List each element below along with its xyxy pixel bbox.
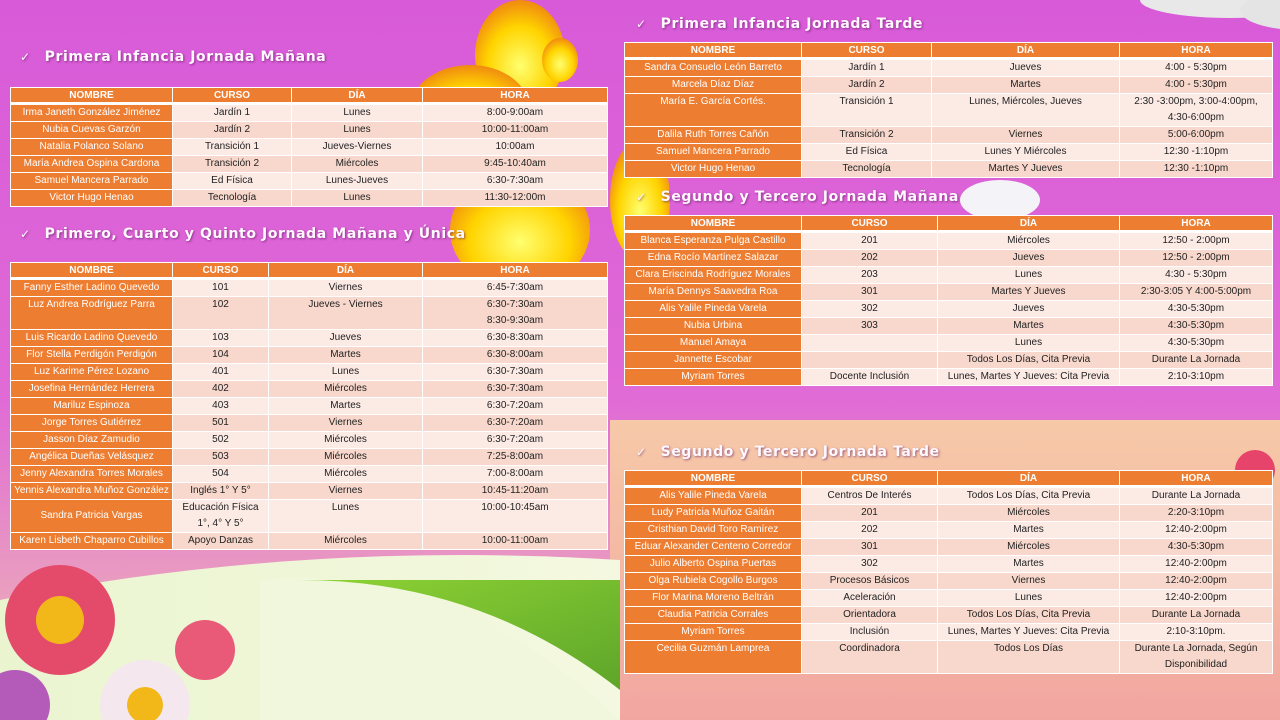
cell-curso: 101	[173, 279, 269, 297]
section-title-primera-infancia-manana: ✓ Primera Infancia Jornada Mañana	[20, 49, 327, 65]
cell-curso: 403	[173, 398, 269, 415]
cell-curso: 202	[802, 522, 938, 539]
cell-nombre: Fanny Esther Ladino Quevedo	[11, 279, 173, 297]
cell-curso: Transición 2	[173, 156, 292, 173]
cell-curso: 201	[802, 505, 938, 522]
cell-hora: 4:30-5:30pm	[1120, 335, 1273, 352]
table-row	[625, 250, 1273, 267]
col-header-nombre: NOMBRE	[625, 216, 802, 232]
col-header-nombre: NOMBRE	[11, 263, 173, 279]
cell-nombre: Nubia Cuevas Garzón	[11, 122, 173, 139]
cell-hora: Durante La Jornada	[1120, 352, 1273, 369]
cell-dia: Martes	[932, 77, 1120, 94]
cell-hora: 12:40-2:00pm	[1120, 573, 1273, 590]
table-header-row	[625, 43, 1273, 59]
cell-nombre: Nubia Urbina	[625, 318, 802, 335]
cell-hora: 6:30-7:30am	[423, 364, 608, 381]
table-row	[625, 590, 1273, 607]
cell-nombre: Karen Lisbeth Chaparro Cubillos	[11, 533, 173, 550]
cell-nombre: Victor Hugo Henao	[625, 161, 802, 178]
cell-curso: 303	[802, 318, 938, 335]
cell-curso: 201	[802, 232, 938, 250]
cell-dia: Miércoles	[269, 449, 423, 466]
cell-dia: Miércoles	[269, 381, 423, 398]
cell-dia: Jueves - Viernes	[269, 297, 423, 330]
cell-nombre: Luz Andrea Rodríguez Parra	[11, 297, 173, 330]
cell-dia: Lunes	[292, 190, 423, 207]
cell-dia: Jueves	[938, 250, 1120, 267]
cell-curso: 503	[173, 449, 269, 466]
cell-curso: Educación Física 1°, 4° Y 5°	[173, 500, 269, 533]
cell-hora: 2:30 -3:00pm, 3:00-4:00pm, 4:30-6:00pm	[1120, 94, 1273, 127]
cell-curso: 202	[802, 250, 938, 267]
cell-nombre: Yennis Alexandra Muñoz González	[11, 483, 173, 500]
col-header-curso: CURSO	[173, 263, 269, 279]
cell-curso: 301	[802, 539, 938, 556]
col-header-dia: DÍA	[292, 88, 423, 104]
cell-nombre: Cecilia Guzmán Lamprea	[625, 641, 802, 674]
cell-dia: Martes	[938, 318, 1120, 335]
table-row	[625, 301, 1273, 318]
cell-dia: Martes	[269, 398, 423, 415]
cell-dia: Viernes	[269, 415, 423, 432]
table-row	[625, 161, 1273, 178]
table-row	[625, 232, 1273, 250]
checkmark-icon: ✓	[20, 50, 31, 64]
cell-nombre: María E. García Cortés.	[625, 94, 802, 127]
checkmark-icon: ✓	[636, 445, 647, 459]
checkmark-icon: ✓	[636, 17, 647, 31]
cell-curso: 501	[173, 415, 269, 432]
cell-nombre: Cristhian David Toro Ramírez	[625, 522, 802, 539]
cell-dia: Viernes	[938, 573, 1120, 590]
cell-curso: Tecnología	[173, 190, 292, 207]
cell-curso: Transición 2	[802, 127, 932, 144]
cell-dia: Martes	[938, 522, 1120, 539]
table-primera-infancia-tarde	[624, 42, 1273, 178]
col-header-dia: DÍA	[932, 43, 1120, 59]
col-header-hora: HORA	[423, 88, 608, 104]
cell-hora: 6:30-7:30am	[423, 381, 608, 398]
table-row	[11, 156, 608, 173]
cell-dia: Lunes	[292, 104, 423, 122]
table-row	[625, 607, 1273, 624]
cell-curso: Ed Física	[802, 144, 932, 161]
section-title-primero-cuarto-quinto: ✓ Primero, Cuarto y Quinto Jornada Mañana y Única	[20, 226, 466, 242]
cell-hora: 12:30 -1:10pm	[1120, 144, 1273, 161]
table-row	[11, 330, 608, 347]
cell-hora: Durante La Jornada	[1120, 607, 1273, 624]
cell-nombre: Edna Rocío Martínez Salazar	[625, 250, 802, 267]
cell-curso: 302	[802, 556, 938, 573]
table-header-row	[625, 216, 1273, 232]
cell-hora: 4:30-5:30pm	[1120, 539, 1273, 556]
cell-hora: 4:30-5:30pm	[1120, 301, 1273, 318]
col-header-dia: DÍA	[938, 471, 1120, 487]
cell-curso: Transición 1	[173, 139, 292, 156]
col-header-curso: CURSO	[802, 216, 938, 232]
cell-curso: 103	[173, 330, 269, 347]
cell-nombre: Claudia Patricia Corrales	[625, 607, 802, 624]
col-header-nombre: NOMBRE	[11, 88, 173, 104]
cell-dia: Jueves-Viernes	[292, 139, 423, 156]
table-row	[625, 318, 1273, 335]
table-row	[11, 415, 608, 432]
cell-curso: Inclusión	[802, 624, 938, 641]
cell-dia: Miércoles	[292, 156, 423, 173]
cell-hora: 2:30-3:05 Y 4:00-5:00pm	[1120, 284, 1273, 301]
cell-dia: Jueves	[938, 301, 1120, 318]
cell-hora: 5:00-6:00pm	[1120, 127, 1273, 144]
table-row	[11, 104, 608, 122]
cell-hora: 4:00 - 5:30pm	[1120, 77, 1273, 94]
table-row	[625, 94, 1273, 127]
cell-hora: 12:40-2:00pm	[1120, 590, 1273, 607]
cell-hora: 10:45-11:20am	[423, 483, 608, 500]
table-row	[11, 173, 608, 190]
table-row	[625, 522, 1273, 539]
cell-nombre: Clara Eriscinda Rodríguez Morales	[625, 267, 802, 284]
cell-curso: 102	[173, 297, 269, 330]
cell-dia: Lunes	[938, 590, 1120, 607]
cell-hora: 7:25-8:00am	[423, 449, 608, 466]
cell-nombre: Natalia Polanco Solano	[11, 139, 173, 156]
cell-nombre: Victor Hugo Henao	[11, 190, 173, 207]
cell-dia: Martes Y Jueves	[932, 161, 1120, 178]
cell-hora: 12:50 - 2:00pm	[1120, 232, 1273, 250]
table-row	[625, 127, 1273, 144]
cell-nombre: Blanca Esperanza Pulga Castillo	[625, 232, 802, 250]
col-header-dia: DÍA	[269, 263, 423, 279]
cell-nombre: Manuel Amaya	[625, 335, 802, 352]
cell-nombre: Josefina Hernández Herrera	[11, 381, 173, 398]
cell-nombre: Ludy Patricia Muñoz Gaitán	[625, 505, 802, 522]
cell-hora: 10:00-11:00am	[423, 122, 608, 139]
table-row	[11, 483, 608, 500]
cell-hora: 2:10-3:10pm	[1120, 369, 1273, 386]
cell-dia: Todos Los Días, Cita Previa	[938, 487, 1120, 505]
table-row	[11, 381, 608, 398]
cell-hora: 2:20-3:10pm	[1120, 505, 1273, 522]
cell-dia: Miércoles	[938, 505, 1120, 522]
cell-nombre: Flor Marina Moreno Beltrán	[625, 590, 802, 607]
cell-dia: Miércoles	[938, 232, 1120, 250]
table-segundo-tercero-tarde	[624, 470, 1273, 674]
cell-hora: 11:30-12:00m	[423, 190, 608, 207]
cell-nombre: Luis Ricardo Ladino Quevedo	[11, 330, 173, 347]
cell-nombre: Myriam Torres	[625, 369, 802, 386]
cell-curso: Jardín 2	[173, 122, 292, 139]
col-header-nombre: NOMBRE	[625, 43, 802, 59]
cell-curso: Centros De Interés	[802, 487, 938, 505]
cell-nombre: Marcela Díaz Díaz	[625, 77, 802, 94]
col-header-hora: HORA	[423, 263, 608, 279]
table-row	[625, 369, 1273, 386]
table-row	[625, 573, 1273, 590]
cell-hora: 4:00 - 5:30pm	[1120, 59, 1273, 77]
table-row	[11, 533, 608, 550]
cell-curso: Jardín 2	[802, 77, 932, 94]
table-row	[11, 190, 608, 207]
cell-nombre: Olga Rubiela Cogollo Burgos	[625, 573, 802, 590]
section-title-segundo-tercero-manana: ✓ Segundo y Tercero Jornada Mañana	[636, 189, 959, 205]
cell-nombre: Jannette Escobar	[625, 352, 802, 369]
table-row	[625, 352, 1273, 369]
cell-hora: 6:30-7:20am	[423, 432, 608, 449]
cell-dia: Todos Los Días, Cita Previa	[938, 607, 1120, 624]
cell-curso: 502	[173, 432, 269, 449]
cell-hora: 6:30-8:00am	[423, 347, 608, 364]
table-segundo-tercero-manana	[624, 215, 1273, 386]
cell-curso: Transición 1	[802, 94, 932, 127]
cell-curso: Apoyo Danzas	[173, 533, 269, 550]
cell-nombre: Julio Alberto Ospina Puertas	[625, 556, 802, 573]
table-header-row	[625, 471, 1273, 487]
table-row	[625, 267, 1273, 284]
cell-dia: Lunes Y Miércoles	[932, 144, 1120, 161]
cell-hora: 7:00-8:00am	[423, 466, 608, 483]
table-row	[625, 144, 1273, 161]
cell-curso: Aceleración	[802, 590, 938, 607]
col-header-curso: CURSO	[173, 88, 292, 104]
cell-hora: 6:30-8:30am	[423, 330, 608, 347]
cell-hora: 10:00-10:45am	[423, 500, 608, 533]
cell-dia: Lunes	[938, 335, 1120, 352]
cell-curso: Docente Inclusión	[802, 369, 938, 386]
cell-hora: 10:00-11:00am	[423, 533, 608, 550]
cell-dia: Martes Y Jueves	[938, 284, 1120, 301]
table-row	[11, 398, 608, 415]
table-row	[625, 641, 1273, 674]
cell-nombre: Flor Stella Perdigón Perdigón	[11, 347, 173, 364]
cell-nombre: Mariluz Espinoza	[11, 398, 173, 415]
cell-hora: 8:00-9:00am	[423, 104, 608, 122]
cell-nombre: Sandra Patricia Vargas	[11, 500, 173, 533]
table-row	[625, 77, 1273, 94]
table-row	[11, 122, 608, 139]
cell-curso: 104	[173, 347, 269, 364]
table-row	[625, 59, 1273, 77]
cell-nombre: Sandra Consuelo León Barreto	[625, 59, 802, 77]
table-primera-infancia-manana	[10, 87, 608, 207]
cell-dia: Miércoles	[269, 533, 423, 550]
cell-dia: Martes	[938, 556, 1120, 573]
table-row	[11, 432, 608, 449]
cell-dia: Lunes	[269, 500, 423, 533]
cell-curso: 302	[802, 301, 938, 318]
cell-hora: 6:30-7:20am	[423, 398, 608, 415]
col-header-hora: HORA	[1120, 471, 1273, 487]
checkmark-icon: ✓	[20, 227, 31, 241]
table-row	[11, 347, 608, 364]
cell-hora: 4:30 - 5:30pm	[1120, 267, 1273, 284]
table-row	[625, 487, 1273, 505]
cell-dia: Miércoles	[269, 466, 423, 483]
cell-hora: 2:10-3:10pm.	[1120, 624, 1273, 641]
table-row	[11, 364, 608, 381]
cell-curso: Procesos Básicos	[802, 573, 938, 590]
cell-curso: Tecnología	[802, 161, 932, 178]
cell-curso: Coordinadora	[802, 641, 938, 674]
cell-nombre: Eduar Alexander Centeno Corredor	[625, 539, 802, 556]
cell-nombre: Jorge Torres Gutiérrez	[11, 415, 173, 432]
table-row	[625, 556, 1273, 573]
cell-hora: 4:30-5:30pm	[1120, 318, 1273, 335]
cell-curso	[802, 352, 938, 369]
cell-nombre: Angélica Dueñas Velásquez	[11, 449, 173, 466]
table-row	[11, 500, 608, 533]
section-title-segundo-tercero-tarde: ✓ Segundo y Tercero Jornada Tarde	[636, 444, 940, 460]
cell-curso: Ed Física	[173, 173, 292, 190]
cell-hora: 12:40-2:00pm	[1120, 522, 1273, 539]
section-title-primera-infancia-tarde: ✓ Primera Infancia Jornada Tarde	[636, 16, 924, 32]
cell-hora: Durante La Jornada	[1120, 487, 1273, 505]
cell-hora: 12:50 - 2:00pm	[1120, 250, 1273, 267]
cell-dia: Miércoles	[938, 539, 1120, 556]
cell-nombre: María Andrea Ospina Cardona	[11, 156, 173, 173]
table-row	[625, 624, 1273, 641]
checkmark-icon: ✓	[636, 190, 647, 204]
cell-curso: Jardín 1	[173, 104, 292, 122]
cell-curso: 402	[173, 381, 269, 398]
cell-curso: 203	[802, 267, 938, 284]
table-row	[11, 466, 608, 483]
cell-dia: Jueves	[932, 59, 1120, 77]
cell-nombre: Samuel Mancera Parrado	[11, 173, 173, 190]
table-header-row	[11, 88, 608, 104]
cell-hora: 6:45-7:30am	[423, 279, 608, 297]
cell-dia: Lunes, Miércoles, Jueves	[932, 94, 1120, 127]
cell-hora: 6:30-7:20am	[423, 415, 608, 432]
cell-dia: Jueves	[269, 330, 423, 347]
cell-hora: 6:30-7:30am	[423, 173, 608, 190]
cell-dia: Lunes, Martes Y Jueves: Cita Previa	[938, 369, 1120, 386]
cell-curso: Inglés 1° Y 5°	[173, 483, 269, 500]
table-row	[625, 284, 1273, 301]
cell-dia: Martes	[269, 347, 423, 364]
table-row	[11, 139, 608, 156]
table-primero-cuarto-quinto	[10, 262, 608, 550]
cell-nombre: Jenny Alexandra Torres Morales	[11, 466, 173, 483]
col-header-curso: CURSO	[802, 471, 938, 487]
table-row	[625, 335, 1273, 352]
table-row	[11, 297, 608, 330]
cell-dia: Lunes	[938, 267, 1120, 284]
cell-dia: Todos Los Días	[938, 641, 1120, 674]
cell-dia: Viernes	[932, 127, 1120, 144]
cell-dia: Lunes, Martes Y Jueves: Cita Previa	[938, 624, 1120, 641]
cell-hora: 6:30-7:30am 8:30-9:30am	[423, 297, 608, 330]
cell-hora: Durante La Jornada, Según Disponibilidad	[1120, 641, 1273, 674]
cell-dia: Viernes	[269, 279, 423, 297]
table-row	[11, 449, 608, 466]
col-header-hora: HORA	[1120, 43, 1273, 59]
cell-dia: Lunes	[269, 364, 423, 381]
cell-dia: Viernes	[269, 483, 423, 500]
cell-curso: Orientadora	[802, 607, 938, 624]
cell-curso: Jardín 1	[802, 59, 932, 77]
col-header-dia: DÍA	[938, 216, 1120, 232]
cell-hora: 12:30 -1:10pm	[1120, 161, 1273, 178]
cell-hora: 12:40-2:00pm	[1120, 556, 1273, 573]
col-header-curso: CURSO	[802, 43, 932, 59]
cell-nombre: Jasson Díaz Zamudio	[11, 432, 173, 449]
table-row	[625, 539, 1273, 556]
table-header-row	[11, 263, 608, 279]
table-row	[11, 279, 608, 297]
cell-nombre: María Dennys Saavedra Roa	[625, 284, 802, 301]
cell-nombre: Luz Karime Pérez Lozano	[11, 364, 173, 381]
cell-nombre: Myriam Torres	[625, 624, 802, 641]
cell-nombre: Alis Yalile Pineda Varela	[625, 487, 802, 505]
cell-hora: 9:45-10:40am	[423, 156, 608, 173]
cell-nombre: Samuel Mancera Parrado	[625, 144, 802, 161]
cell-nombre: Irma Janeth González Jiménez	[11, 104, 173, 122]
cell-hora: 10:00am	[423, 139, 608, 156]
cell-curso: 401	[173, 364, 269, 381]
cell-dia: Todos Los Días, Cita Previa	[938, 352, 1120, 369]
col-header-nombre: NOMBRE	[625, 471, 802, 487]
cell-curso: 301	[802, 284, 938, 301]
table-row	[625, 505, 1273, 522]
cell-nombre: Alis Yalile Pineda Varela	[625, 301, 802, 318]
cell-curso: 504	[173, 466, 269, 483]
cell-dia: Lunes	[292, 122, 423, 139]
col-header-hora: HORA	[1120, 216, 1273, 232]
cell-dia: Lunes-Jueves	[292, 173, 423, 190]
cell-curso	[802, 335, 938, 352]
cell-dia: Miércoles	[269, 432, 423, 449]
cell-nombre: Dalila Ruth Torres Cañón	[625, 127, 802, 144]
